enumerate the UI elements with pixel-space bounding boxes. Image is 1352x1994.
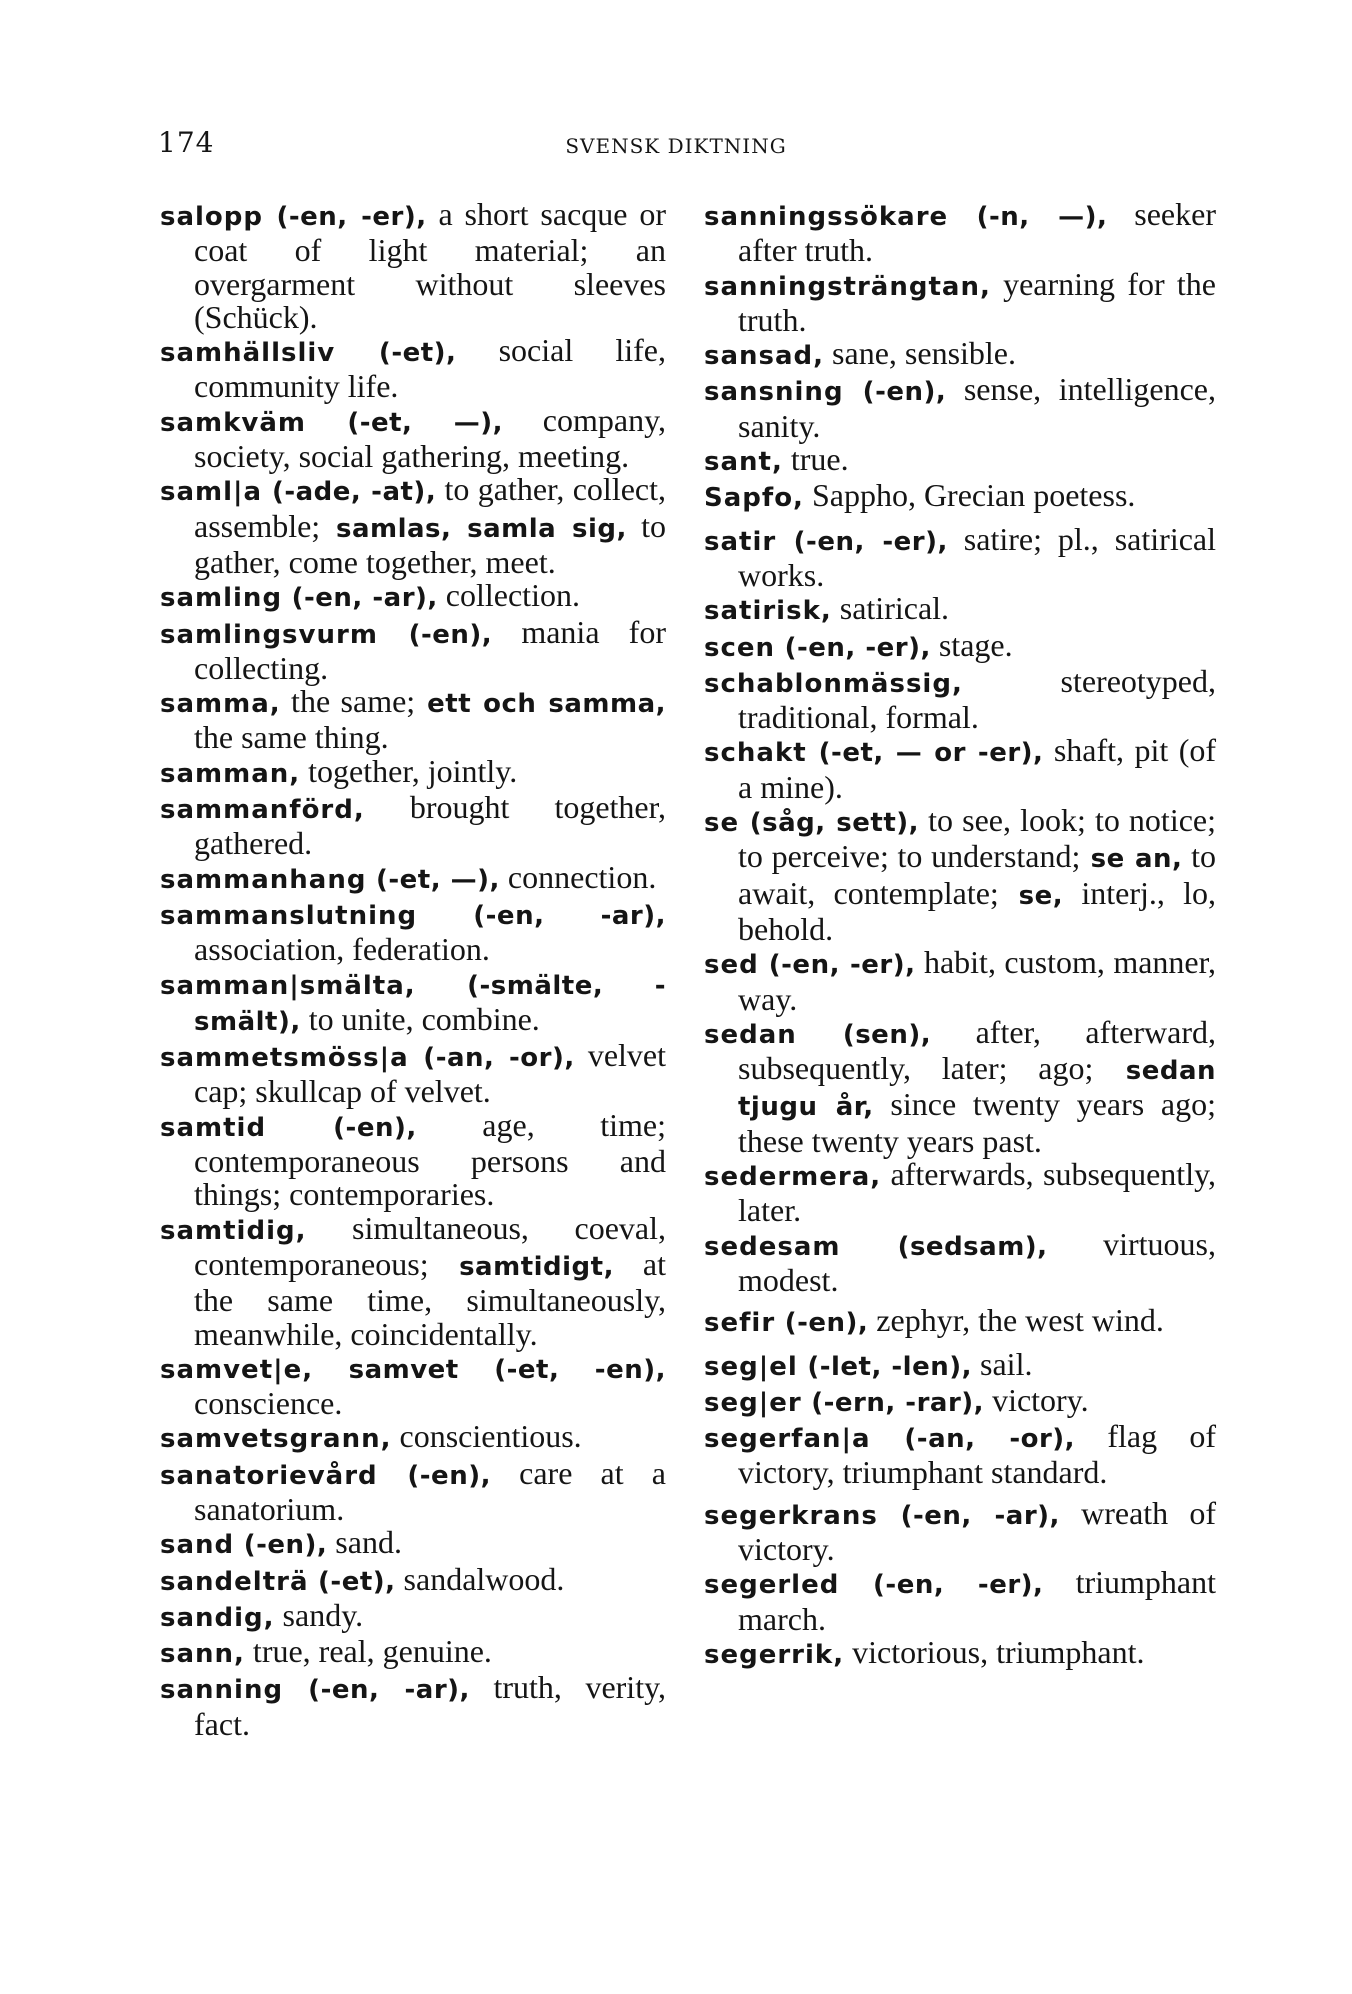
- dictionary-entry: [704, 626, 1216, 665]
- dictionary-entry: [704, 1381, 1216, 1420]
- entry-definition: velvet cap; skullcap of velvet.: [194, 1037, 667, 1110]
- dictionary-entry: [160, 1351, 666, 1421]
- dictionary-entry: [704, 1304, 1216, 1340]
- entry-definition: stereotyped, traditional, formal.: [738, 662, 1216, 736]
- entry-definition: shaft, pit (of a mine).: [738, 732, 1217, 805]
- right-column: [704, 198, 1216, 1672]
- entry-headword: samlingsvurm: [160, 619, 378, 650]
- dictionary-entry: [704, 946, 1216, 1016]
- entry-headword: sansning: [704, 377, 844, 408]
- entry-headword: segerkrans: [704, 1500, 878, 1531]
- entry-headword: seg|er: [704, 1387, 802, 1418]
- dictionary-entry: [704, 1420, 1216, 1490]
- entry-definition: age, time; contemporaneous persons and things; contemporaries.: [194, 1106, 666, 1213]
- entry-definition: brought together, gathered.: [194, 789, 666, 862]
- entry-grammar: (-an, -or),: [870, 1424, 1076, 1455]
- entry-headword: schablonmässig,: [704, 668, 963, 699]
- entry-definition: Sappho, Grecian poetess.: [803, 477, 1136, 514]
- entry-headword: segerled: [704, 1570, 840, 1601]
- entry-headword: sandelträ: [160, 1566, 309, 1597]
- entry-grammar: (-en, -er),: [775, 632, 931, 663]
- entry-phrase: se an,: [1080, 844, 1183, 875]
- entry-headword: sammanförd,: [160, 795, 365, 826]
- running-head: SVENSK DIKTNING: [565, 134, 787, 158]
- entry-definition: to gather, collect, assemble;: [194, 471, 667, 544]
- entry-variant: samvet: [313, 1354, 459, 1385]
- entry-headword: saml|a: [160, 477, 263, 508]
- dictionary-entry: [160, 1454, 666, 1527]
- entry-headword: sanningssökare: [704, 202, 949, 232]
- entry-headword: samvet|e,: [160, 1354, 314, 1385]
- entry-grammar: (-en, -er),: [839, 1570, 1044, 1601]
- entry-headword: scen: [704, 632, 776, 663]
- entry-headword: sed: [704, 950, 759, 981]
- entry-grammar: (-en, -ar),: [417, 900, 666, 931]
- entry-definition: care at a sanatorium.: [194, 1454, 666, 1527]
- entry-grammar: (-et, -en),: [458, 1354, 666, 1385]
- entry-phrase: samlas, samla sig,: [320, 513, 627, 544]
- entry-headword: sanatorievård: [160, 1460, 378, 1491]
- page-number: 174: [158, 126, 215, 159]
- entry-headword: sanningsträngtan,: [704, 271, 991, 302]
- dictionary-entry: [160, 473, 666, 579]
- entry-grammar: (-en),: [775, 1308, 869, 1339]
- entry-definition: conscience.: [194, 1385, 343, 1422]
- entry-grammar: (såg, sett),: [739, 808, 920, 839]
- entry-headword: sandig,: [160, 1602, 275, 1633]
- entry-definition: victorious, triumphant.: [844, 1633, 1145, 1670]
- entry-definition: sane, sensible.: [824, 335, 1016, 372]
- dictionary-entry: [704, 734, 1216, 804]
- dictionary-entry: [704, 520, 1217, 593]
- entry-phrase-definition: to await, contemplate;: [738, 838, 1216, 911]
- entry-grammar: (sedsam),: [840, 1231, 1048, 1262]
- entry-headword: salopp: [160, 202, 264, 232]
- entry-headword: sefir: [704, 1308, 776, 1339]
- entry-definition: sand.: [327, 1524, 402, 1561]
- entry-definition: satire; pl., satirical works.: [738, 520, 1217, 593]
- entry-grammar: (-ade, -at),: [262, 477, 437, 508]
- entry-definition: sandy.: [274, 1596, 364, 1633]
- dictionary-entry: [704, 592, 1216, 628]
- entry-phrase: ett och samma,: [415, 689, 666, 720]
- entry-definition: true, real, genuine.: [244, 1633, 492, 1670]
- dictionary-entry: [704, 373, 1216, 443]
- dictionary-entry: [704, 1494, 1217, 1567]
- entry-definition: mania for collecting.: [194, 613, 666, 686]
- dictionary-entry: [160, 1526, 666, 1562]
- dictionary-entry: [704, 479, 1216, 515]
- entry-headword: sand: [160, 1530, 235, 1561]
- entry-definition: simultaneous, coeval, contemporaneous;: [194, 1209, 666, 1282]
- entry-headword: samling: [160, 583, 283, 614]
- entry-definition: sandalwood.: [395, 1560, 565, 1597]
- dictionary-entry: [160, 791, 666, 861]
- dictionary-entry: [160, 1106, 666, 1213]
- entry-grammar: (-en),: [377, 1460, 491, 1491]
- entry-headword: sann,: [160, 1639, 245, 1670]
- entry-grammar: (-et, — or -er),: [806, 738, 1044, 769]
- entry-headword: seg|el: [704, 1351, 798, 1382]
- entry-headword: samtidig,: [160, 1215, 307, 1246]
- dictionary-entry: [160, 752, 666, 791]
- dictionary-entry: [160, 579, 666, 615]
- entry-phrase: se,: [998, 880, 1064, 911]
- dictionary-entry: [704, 1225, 1217, 1298]
- dictionary-entry: [704, 1013, 1217, 1159]
- entry-definition: true.: [782, 441, 849, 478]
- entry-headword: sant,: [704, 447, 783, 478]
- entry-definition: satirical.: [831, 590, 950, 627]
- dictionary-entry: [704, 265, 1216, 338]
- entry-grammar: (-ern, -rar),: [801, 1387, 985, 1418]
- entry-headword: sansad,: [704, 341, 825, 372]
- dictionary-entry: [160, 613, 666, 686]
- entry-headword: satirisk,: [704, 596, 832, 627]
- entry-definition: zephyr, the west wind.: [868, 1302, 1164, 1339]
- entry-definition: social life, community life.: [194, 332, 666, 405]
- dictionary-entry: [704, 804, 1216, 946]
- dictionary-entry: [160, 1039, 666, 1109]
- dictionary-entry: [160, 967, 666, 1040]
- dictionary-entry: [704, 443, 1216, 479]
- dictionary-entry: [160, 334, 666, 404]
- entry-headword: sedan: [704, 1019, 797, 1050]
- entry-grammar: (-an, -or),: [408, 1043, 575, 1074]
- entry-grammar: (-en, -er),: [263, 202, 427, 232]
- dictionary-entry: [160, 1560, 666, 1599]
- left-column: [160, 198, 666, 1741]
- entry-grammar: (-en),: [266, 1112, 417, 1143]
- dictionary-entry: [160, 1209, 666, 1352]
- entry-definition: a short sacque or coat of light material; an overgarment without sleeves (Schück).: [194, 196, 667, 335]
- entry-grammar: (-et),: [308, 1566, 396, 1597]
- dictionary-entry: [160, 198, 666, 334]
- entry-phrase: sedan tjugu år,: [738, 1056, 1217, 1123]
- entry-grammar: (-n, —),: [948, 202, 1108, 232]
- dictionary-entry: [160, 685, 666, 755]
- entry-headword: samhällsliv: [160, 338, 336, 369]
- entry-grammar: (-en, -er),: [776, 526, 948, 557]
- entry-grammar: (-en, -ar),: [877, 1500, 1060, 1531]
- entry-phrase-definition: to gather, come together, meet.: [194, 507, 667, 580]
- entry-definition: conscientious.: [391, 1418, 582, 1455]
- entry-phrase-definition: interj., lo, behold.: [738, 874, 1216, 947]
- entry-grammar: (-en),: [843, 377, 947, 408]
- entry-grammar: (-en),: [234, 1530, 328, 1561]
- entry-definition: the same;: [280, 683, 416, 720]
- entry-definition: after, afterward, subsequently, later; ago;: [738, 1013, 1216, 1087]
- entry-definition: flag of victory, triumphant standard.: [738, 1418, 1216, 1491]
- dictionary-entry: [160, 1420, 666, 1456]
- entry-grammar: (-et, —),: [366, 864, 500, 895]
- entry-grammar: (-en, -er),: [758, 950, 916, 981]
- entry-definition: to see, look; to notice; to perceive; to understand;: [738, 802, 1216, 875]
- entry-grammar: (-let, -len),: [797, 1351, 973, 1382]
- dictionary-entry: [160, 897, 666, 967]
- entry-definition: sense, intelligence, sanity.: [738, 371, 1216, 444]
- entry-definition: to unite, combine.: [300, 1000, 540, 1037]
- entry-headword: samvetsgrann,: [160, 1424, 392, 1455]
- entry-headword: sanning: [160, 1675, 284, 1706]
- entry-headword: sammetsmöss|a: [160, 1043, 409, 1074]
- entry-headword: samma,: [160, 689, 281, 720]
- entry-headword: sedermera,: [704, 1162, 882, 1193]
- dictionary-entry: [704, 1158, 1216, 1228]
- dictionary-entry: [704, 1566, 1216, 1636]
- entry-grammar: (-et),: [335, 338, 457, 369]
- dictionary-entry: [704, 662, 1216, 736]
- entry-headword: satir: [704, 526, 777, 557]
- entry-headword: samtid: [160, 1112, 267, 1143]
- entry-headword: se: [704, 808, 740, 839]
- entry-grammar: (sen),: [796, 1019, 932, 1050]
- entry-definition: wreath of victory.: [738, 1494, 1217, 1567]
- entry-definition: victory.: [984, 1381, 1089, 1418]
- entry-headword: Sapfo,: [704, 483, 804, 514]
- entry-definition: company, society, social gathering, meeting.: [194, 401, 666, 475]
- dictionary-entry: [704, 1345, 1216, 1384]
- entry-definition: together, jointly.: [300, 752, 518, 789]
- entry-headword: segerrik,: [704, 1639, 845, 1670]
- entry-definition: afterwards, subsequently, later.: [738, 1156, 1216, 1229]
- dictionary-entry: [160, 1635, 666, 1671]
- entry-definition: association, federation.: [194, 931, 490, 968]
- entry-definition: sail.: [972, 1345, 1033, 1382]
- entry-headword: sammanhang: [160, 864, 367, 895]
- entry-definition: triumphant march.: [738, 1564, 1216, 1637]
- entry-definition: habit, custom, manner, way.: [738, 944, 1216, 1017]
- entry-grammar: (-smälte, -smält),: [194, 970, 666, 1037]
- entry-headword: samman|smälta,: [160, 970, 416, 1001]
- entry-headword: schakt: [704, 738, 807, 769]
- dictionary-entry: [160, 1671, 666, 1741]
- entry-grammar: (-en, -ar),: [283, 1675, 470, 1706]
- entry-headword: samman,: [160, 758, 301, 789]
- entry-grammar: (-et, —),: [306, 407, 504, 438]
- dictionary-entry: [704, 198, 1216, 268]
- entry-headword: segerfan|a: [704, 1424, 871, 1455]
- dictionary-entry: [704, 1633, 1216, 1672]
- entry-definition: stage.: [930, 626, 1013, 663]
- entry-definition: truth, verity, fact.: [194, 1669, 667, 1742]
- dictionary-entry: [160, 401, 666, 475]
- entry-grammar: (-en, -ar),: [282, 583, 438, 614]
- entry-grammar: (-en),: [377, 619, 493, 650]
- entry-definition: yearning for the truth.: [738, 265, 1216, 338]
- entry-headword: samkväm: [160, 407, 306, 438]
- entry-headword: sedesam: [704, 1231, 841, 1262]
- dictionary-entry: [160, 1596, 666, 1635]
- entry-definition: collection.: [437, 577, 580, 614]
- entry-definition: seeker after truth.: [738, 196, 1216, 269]
- entry-headword: sammanslutning: [160, 900, 418, 931]
- entry-phrase-definition: since twenty years ago; these twenty years past.: [738, 1086, 1216, 1159]
- entry-phrase: samtidigt,: [428, 1251, 614, 1282]
- entry-definition: virtuous, modest.: [738, 1225, 1217, 1298]
- dictionary-entry: [704, 337, 1216, 373]
- entry-phrase-definition: the same thing.: [194, 719, 389, 756]
- entry-definition: connection.: [499, 858, 657, 895]
- entry-phrase-definition: at the same time, simultaneously, meanwhile, coincidentally.: [194, 1245, 666, 1352]
- dictionary-entry: [160, 858, 666, 897]
